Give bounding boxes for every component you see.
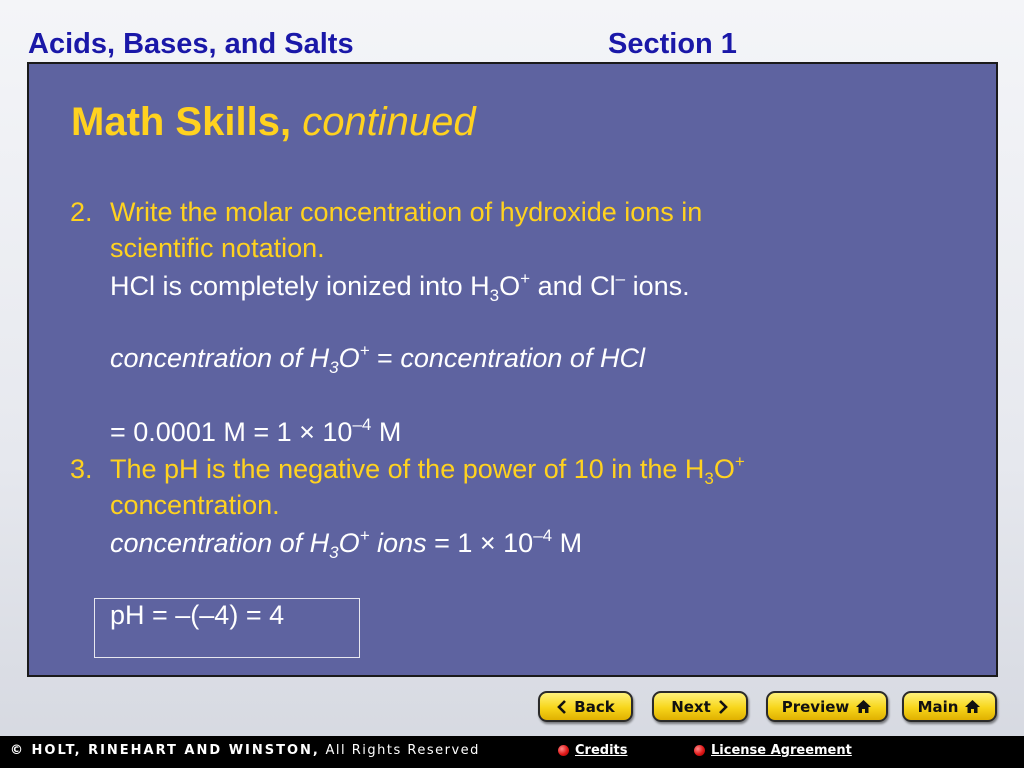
next-button[interactable]: [652, 691, 748, 722]
back-button-label: Back: [574, 697, 615, 716]
bullet-dot-icon: [694, 745, 705, 756]
preview-button-label: Preview: [781, 697, 850, 716]
slide-title-main: Math Skills,: [71, 100, 292, 144]
step2-equation-concentration: concentration of $H_3O^+$ = concentration of HCl: [110, 341, 645, 377]
step3-text-line1: The pH is the negative of the power of 10 in the $H_3O^+$: [110, 452, 745, 488]
chevron-right-icon: [717, 700, 729, 714]
footer-bar: [0, 736, 1024, 768]
step3-number: 3.: [70, 454, 93, 484]
slide-title: [71, 98, 476, 146]
home-icon: [855, 699, 872, 714]
home-icon: [964, 699, 981, 714]
credits-label: Credits: [575, 743, 628, 758]
section-label: Section 1: [608, 28, 737, 60]
license-label: License Agreement: [711, 743, 852, 758]
credits-link[interactable]: [558, 743, 627, 758]
step2-text-line2: scientific notation.: [110, 233, 325, 263]
step3-text-line2: concentration.: [110, 490, 280, 520]
chevron-left-icon: [556, 700, 568, 714]
step2-text-line1: Write the molar concentration of hydroxide ions in: [110, 197, 703, 227]
main-button[interactable]: [902, 691, 997, 722]
license-agreement-link[interactable]: [694, 743, 852, 758]
copyright-notice: © HOLT, RINEHART AND WINSTON, All Rights Reserved: [10, 743, 480, 758]
bullet-dot-icon: [558, 745, 569, 756]
ph-answer: pH = –(–4) = 4: [110, 600, 285, 630]
step3-equation: concentration of $H_3O^+$ ions = $1 \times 10^{-4}$ M: [110, 526, 583, 562]
slide-title-continued: continued: [302, 100, 476, 144]
preview-button[interactable]: [766, 691, 888, 722]
content-panel: [27, 62, 998, 677]
next-button-label: Next: [671, 697, 711, 716]
step2-equation-value: = 0.0001 $M = 1 \times 10^{-4}$ M: [110, 415, 402, 447]
back-button[interactable]: [538, 691, 633, 722]
main-button-label: Main: [917, 697, 959, 716]
chapter-title: Acids, Bases, and Salts: [28, 28, 354, 60]
step2-ionization-statement: HCl is completely ionized into $H_3O^+$ and Cl– ions.: [110, 269, 690, 305]
answer-box: [94, 598, 360, 658]
step2-number: 2.: [70, 197, 93, 227]
